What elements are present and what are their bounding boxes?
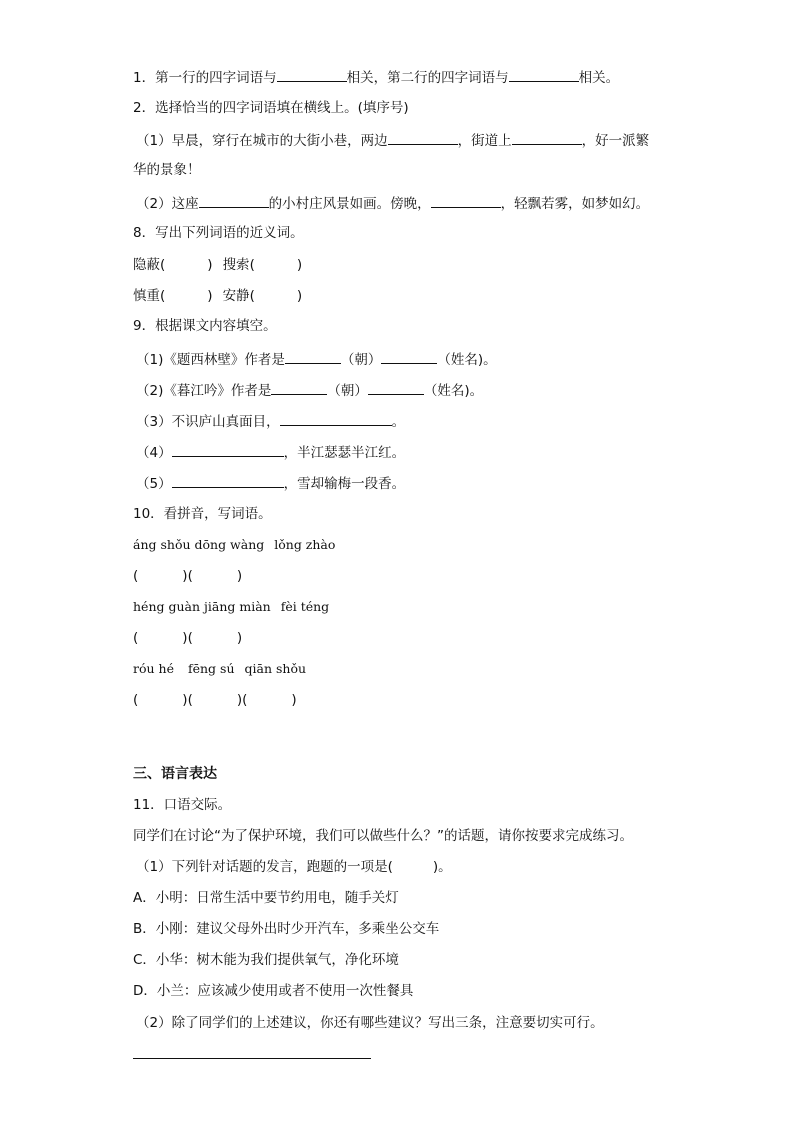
q2-s1-text-a: （1）早晨，穿行在城市的大街小巷，两边 bbox=[136, 133, 388, 149]
q10-answer-row-1 bbox=[133, 566, 242, 586]
q10-pinyin-3: héng guàn jiāng miàn bbox=[133, 599, 271, 614]
q10-pinyin-4: fèi téng bbox=[280, 599, 330, 614]
q8-paren-1[interactable]: ( ) bbox=[160, 257, 213, 273]
q9-l2-text-c: （姓名)。 bbox=[423, 383, 484, 399]
question-9-line-2 bbox=[136, 379, 483, 401]
q10-pinyin-6: fēng sú bbox=[187, 661, 235, 676]
question-9-line-5 bbox=[136, 472, 405, 494]
question-2-sentence-2 bbox=[136, 192, 649, 214]
q10-pinyin-row-3 bbox=[133, 659, 306, 679]
q10-pinyin-1: áng shǒu dōng wàng bbox=[133, 537, 265, 552]
q9-l2-text-a: （2)《暮江吟》作者是 bbox=[136, 383, 272, 399]
q10-pinyin-row-2 bbox=[133, 597, 329, 617]
q9-l3-text-a: （3）不识庐山真面目， bbox=[136, 414, 280, 430]
q9-l2-blank-1[interactable] bbox=[271, 379, 327, 395]
q1-text-a: 1．第一行的四字词语与 bbox=[133, 70, 277, 86]
q2-s1-blank-1[interactable] bbox=[388, 129, 458, 145]
q11-answer-line[interactable] bbox=[133, 1058, 371, 1059]
q9-l3-blank[interactable] bbox=[280, 410, 392, 426]
q10-paren-1[interactable]: ( ) bbox=[133, 568, 188, 584]
q9-l1-text-b: （朝） bbox=[340, 352, 382, 368]
question-2-title: 2．选择恰当的四字词语填在横线上。(填序号) bbox=[133, 100, 409, 116]
question-9-line-3 bbox=[136, 410, 405, 432]
q10-answer-row-3 bbox=[133, 690, 297, 710]
question-9-title: 9．根据课文内容填空。 bbox=[133, 318, 277, 334]
q10-pinyin-row-1 bbox=[133, 535, 335, 555]
q9-l2-text-b: （朝） bbox=[327, 383, 368, 399]
q2-s2-blank-2[interactable] bbox=[431, 192, 501, 208]
q11-option-d: D．小兰：应该减少使用或者不使用一次性餐具 bbox=[133, 983, 414, 999]
q9-l4-text-a: （4） bbox=[136, 445, 172, 461]
q10-pinyin-5: róu hé bbox=[133, 661, 174, 676]
section-3-heading: 三、语言表达 bbox=[133, 766, 217, 782]
q8-paren-2[interactable]: ( ) bbox=[249, 257, 303, 273]
q8-word-3: 慎重 bbox=[133, 288, 160, 304]
q2-s2-text-b: 的小村庄风景如画。傍晚， bbox=[268, 196, 431, 212]
q10-paren-6[interactable]: ( ) bbox=[187, 692, 243, 708]
q10-pinyin-7: qiān shǒu bbox=[244, 661, 307, 676]
question-9-line-4 bbox=[136, 441, 405, 463]
q8-word-4: 安静 bbox=[222, 288, 250, 304]
q8-paren-3[interactable]: ( ) bbox=[160, 288, 213, 304]
q9-l1-text-c: （姓名)。 bbox=[437, 352, 497, 368]
q2-s2-text-a: （2）这座 bbox=[136, 196, 199, 212]
q11-option-c: C．小华：树木能为我们提供氧气，净化环境 bbox=[133, 952, 399, 968]
q10-paren-5[interactable]: ( ) bbox=[133, 692, 188, 708]
q10-paren-7[interactable]: ( ) bbox=[242, 692, 297, 708]
q10-answer-row-2 bbox=[133, 628, 242, 648]
q1-blank-1[interactable] bbox=[277, 66, 347, 82]
q10-pinyin-2: lǒng zhào bbox=[274, 537, 336, 552]
q8-paren-4[interactable]: ( ) bbox=[249, 288, 303, 304]
q10-paren-3[interactable]: ( ) bbox=[133, 630, 188, 646]
q2-s1-text-c: ，好一派繁 bbox=[581, 133, 650, 149]
q9-l3-text-b: 。 bbox=[391, 414, 406, 430]
q9-l1-blank-1[interactable] bbox=[285, 348, 341, 364]
question-8-row-2 bbox=[133, 286, 302, 306]
q1-text-b: 相关，第二行的四字词语与 bbox=[346, 70, 509, 86]
q9-l1-text-a: （1)《题西林壁》作者是 bbox=[136, 352, 285, 368]
q11-intro: 同学们在讨论“为了保护环境，我们可以做些什么？”的话题，请你按要求完成练习。 bbox=[133, 828, 633, 844]
q9-l4-text-b: ，半江瑟瑟半江红。 bbox=[283, 445, 406, 461]
q9-l1-blank-2[interactable] bbox=[381, 348, 437, 364]
q1-text-c: 相关。 bbox=[578, 70, 620, 86]
q11-sub-2: （2）除了同学们的上述建议，你还有哪些建议？写出三条，注意要切实可行。 bbox=[136, 1015, 604, 1031]
q11-option-a: A．小明：日常生活中要节约用电，随手关灯 bbox=[133, 890, 399, 906]
q8-word-2: 搜索 bbox=[222, 257, 250, 273]
question-11-title: 11．口语交际。 bbox=[133, 797, 232, 813]
question-1 bbox=[133, 66, 619, 88]
question-8-row-1 bbox=[133, 255, 302, 275]
q2-s1-blank-2[interactable] bbox=[512, 129, 582, 145]
question-2-sentence-1 bbox=[136, 129, 649, 151]
q11-sub1-text-a: （1）下列针对话题的发言，跑题的一项是( bbox=[136, 859, 393, 875]
q8-word-1: 隐蔽 bbox=[133, 257, 160, 273]
q2-s2-text-c: ，轻飘若雾，如梦如幻。 bbox=[500, 196, 650, 212]
q9-l5-text-a: （5） bbox=[136, 476, 172, 492]
q9-l2-blank-2[interactable] bbox=[368, 379, 424, 395]
q9-l5-blank[interactable] bbox=[172, 472, 284, 488]
question-8-title: 8．写出下列词语的近义词。 bbox=[133, 225, 304, 241]
q2-s2-blank-1[interactable] bbox=[199, 192, 269, 208]
q1-blank-2[interactable] bbox=[509, 66, 579, 82]
question-10-title: 10．看拼音，写词语。 bbox=[133, 506, 272, 522]
q11-sub1-text-b: )。 bbox=[432, 859, 452, 875]
q11-option-b: B．小刚：建议父母外出时少开汽车，多乘坐公交车 bbox=[133, 921, 440, 937]
q9-l4-blank[interactable] bbox=[172, 441, 284, 457]
question-9-line-1 bbox=[136, 348, 497, 370]
q11-sub-1 bbox=[136, 857, 452, 877]
q2-s1-text-b: ，街道上 bbox=[457, 133, 512, 149]
question-2-sentence-1-cont: 华的景象！ bbox=[133, 162, 201, 178]
q9-l5-text-b: ，雪却输梅一段香。 bbox=[283, 476, 406, 492]
q10-paren-2[interactable]: ( ) bbox=[187, 568, 243, 584]
q10-paren-4[interactable]: ( ) bbox=[187, 630, 243, 646]
